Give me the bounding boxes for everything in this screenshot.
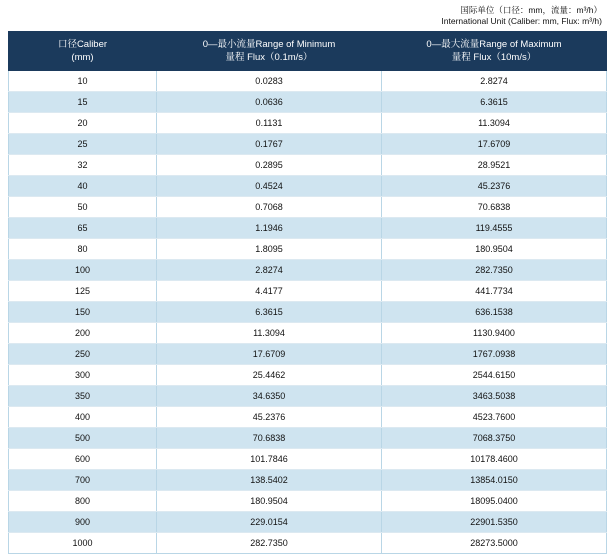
cell-minimum-flux: 0.1767	[157, 134, 382, 155]
cell-caliber: 400	[9, 407, 157, 428]
cell-caliber: 32	[9, 155, 157, 176]
table-row	[9, 239, 607, 260]
cell-minimum-flux: 1.1946	[157, 218, 382, 239]
table-row	[9, 155, 607, 176]
column-header-caliber-line1: 口径Caliber	[57, 39, 108, 50]
table-row	[9, 302, 607, 323]
cell-minimum-flux: 229.0154	[157, 512, 382, 533]
table-row	[9, 365, 607, 386]
cell-maximum-flux: 3463.5038	[382, 386, 607, 407]
table-row	[9, 281, 607, 302]
cell-minimum-flux: 6.3615	[157, 302, 382, 323]
cell-caliber: 20	[9, 113, 157, 134]
table-row	[9, 218, 607, 239]
table-row	[9, 71, 607, 92]
cell-maximum-flux: 2544.6150	[382, 365, 607, 386]
cell-maximum-flux: 6.3615	[382, 92, 607, 113]
cell-minimum-flux: 0.1131	[157, 113, 382, 134]
table-body	[9, 71, 607, 554]
cell-maximum-flux: 180.9504	[382, 239, 607, 260]
cell-minimum-flux: 70.6838	[157, 428, 382, 449]
cell-maximum-flux: 28.9521	[382, 155, 607, 176]
cell-maximum-flux: 1767.0938	[382, 344, 607, 365]
cell-minimum-flux: 11.3094	[157, 323, 382, 344]
cell-minimum-flux: 45.2376	[157, 407, 382, 428]
table-row	[9, 491, 607, 512]
table-row	[9, 533, 607, 554]
cell-minimum-flux: 180.9504	[157, 491, 382, 512]
column-header-maximum-line1: 0—最大流量Range of Maximum	[426, 39, 562, 50]
column-header-maximum-line2: 量程 Flux（10m/s）	[451, 52, 537, 63]
table-header-row	[9, 32, 607, 71]
cell-maximum-flux: 119.4555	[382, 218, 607, 239]
cell-maximum-flux: 18095.0400	[382, 491, 607, 512]
cell-maximum-flux: 17.6709	[382, 134, 607, 155]
table-row	[9, 134, 607, 155]
cell-maximum-flux: 70.6838	[382, 197, 607, 218]
cell-minimum-flux: 2.8274	[157, 260, 382, 281]
cell-caliber: 25	[9, 134, 157, 155]
table-row	[9, 260, 607, 281]
cell-maximum-flux: 282.7350	[382, 260, 607, 281]
cell-caliber: 150	[9, 302, 157, 323]
cell-caliber: 700	[9, 470, 157, 491]
table-row	[9, 386, 607, 407]
cell-caliber: 40	[9, 176, 157, 197]
unit-note	[8, 0, 606, 27]
column-header-caliber-line2: (mm)	[71, 52, 94, 63]
flow-range-table	[8, 31, 607, 554]
table-header	[9, 32, 607, 71]
cell-minimum-flux: 0.4524	[157, 176, 382, 197]
cell-maximum-flux: 28273.5000	[382, 533, 607, 554]
column-header-caliber	[9, 32, 157, 71]
cell-caliber: 350	[9, 386, 157, 407]
cell-caliber: 300	[9, 365, 157, 386]
unit-note-english: International Unit (Caliber: mm, Flux: m³/h)	[441, 16, 602, 26]
cell-caliber: 250	[9, 344, 157, 365]
cell-caliber: 80	[9, 239, 157, 260]
cell-minimum-flux: 4.4177	[157, 281, 382, 302]
cell-caliber: 500	[9, 428, 157, 449]
table-row	[9, 344, 607, 365]
cell-minimum-flux: 0.0636	[157, 92, 382, 113]
unit-note-chinese: 国际单位（口径：mm，流量：m³/h）	[460, 5, 602, 15]
column-header-minimum-line2: 量程 Flux（0.1m/s）	[225, 52, 313, 63]
cell-caliber: 200	[9, 323, 157, 344]
cell-minimum-flux: 17.6709	[157, 344, 382, 365]
table-row	[9, 449, 607, 470]
table-row	[9, 323, 607, 344]
table-row	[9, 92, 607, 113]
cell-minimum-flux: 34.6350	[157, 386, 382, 407]
cell-minimum-flux: 1.8095	[157, 239, 382, 260]
cell-minimum-flux: 0.7068	[157, 197, 382, 218]
cell-minimum-flux: 0.2895	[157, 155, 382, 176]
cell-maximum-flux: 1130.9400	[382, 323, 607, 344]
cell-caliber: 65	[9, 218, 157, 239]
table-row	[9, 113, 607, 134]
cell-maximum-flux: 10178.4600	[382, 449, 607, 470]
cell-caliber: 15	[9, 92, 157, 113]
cell-caliber: 600	[9, 449, 157, 470]
cell-maximum-flux: 2.8274	[382, 71, 607, 92]
cell-caliber: 800	[9, 491, 157, 512]
table-row	[9, 470, 607, 491]
column-header-minimum	[157, 32, 382, 71]
cell-maximum-flux: 636.1538	[382, 302, 607, 323]
cell-maximum-flux: 7068.3750	[382, 428, 607, 449]
cell-caliber: 50	[9, 197, 157, 218]
table-row	[9, 176, 607, 197]
table-row	[9, 428, 607, 449]
cell-minimum-flux: 282.7350	[157, 533, 382, 554]
cell-caliber: 125	[9, 281, 157, 302]
cell-minimum-flux: 0.0283	[157, 71, 382, 92]
table-row	[9, 197, 607, 218]
table-row	[9, 407, 607, 428]
column-header-maximum	[382, 32, 607, 71]
cell-caliber: 1000	[9, 533, 157, 554]
cell-caliber: 900	[9, 512, 157, 533]
cell-maximum-flux: 441.7734	[382, 281, 607, 302]
cell-minimum-flux: 25.4462	[157, 365, 382, 386]
cell-maximum-flux: 45.2376	[382, 176, 607, 197]
cell-maximum-flux: 4523.7600	[382, 407, 607, 428]
cell-minimum-flux: 138.5402	[157, 470, 382, 491]
cell-maximum-flux: 13854.0150	[382, 470, 607, 491]
column-header-minimum-line1: 0—最小流量Range of Minimum	[202, 39, 336, 50]
cell-caliber: 10	[9, 71, 157, 92]
cell-caliber: 100	[9, 260, 157, 281]
cell-maximum-flux: 11.3094	[382, 113, 607, 134]
cell-maximum-flux: 22901.5350	[382, 512, 607, 533]
table-row	[9, 512, 607, 533]
cell-minimum-flux: 101.7846	[157, 449, 382, 470]
